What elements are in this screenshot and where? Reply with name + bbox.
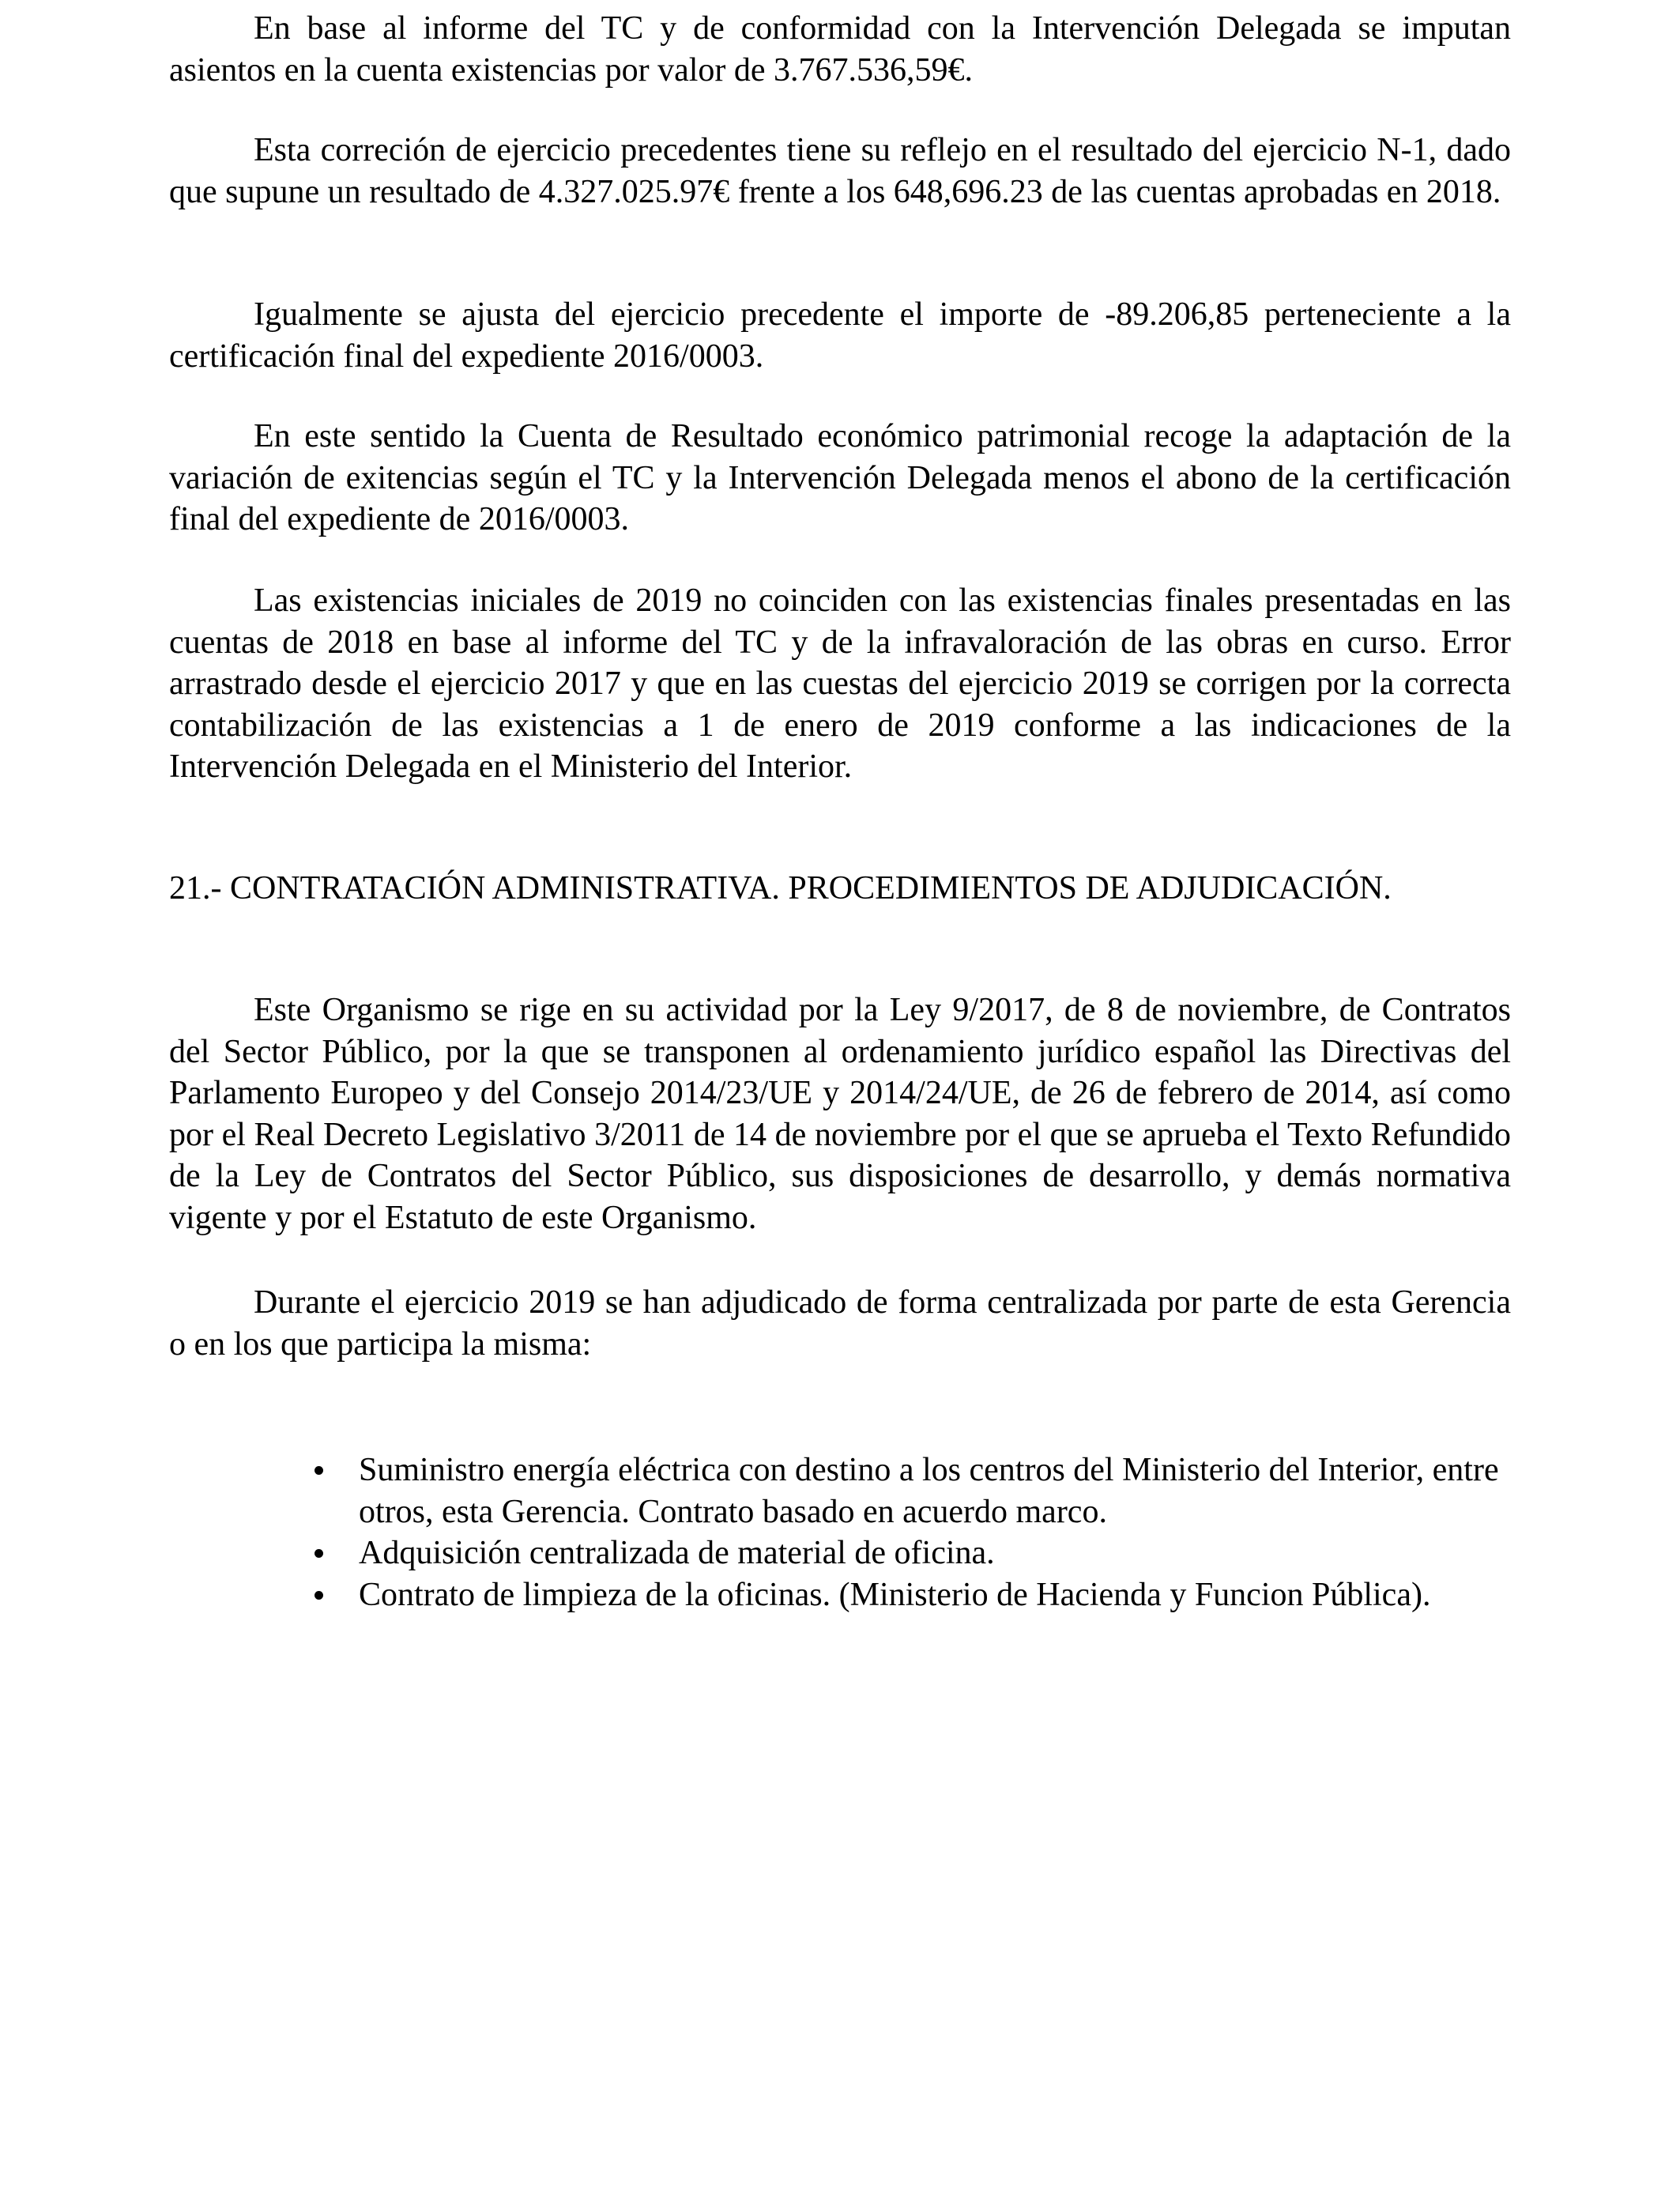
list-item-text: Contrato de limpieza de la oficinas. (Ministerio de Hacienda y Funcion Pública). (359, 1576, 1431, 1613)
list-item (169, 1574, 1511, 1616)
paragraph-adjudicaciones-intro: Durante el ejercicio 2019 se han adjudicado de forma centralizada por parte de esta Gerencia o en los que participa la misma: (169, 1284, 1511, 1363)
paragraph-ajuste-importe: Igualmente se ajusta del ejercicio precedente el importe de -89.206,85 perteneciente a la certificación final del expediente 2016/0003. (169, 296, 1511, 375)
list-item (169, 1449, 1511, 1532)
paragraph-normativa: Este Organismo se rige en su actividad por la Ley 9/2017, de 8 de noviembre, de Contratos del Sector Público, por la que se transponen al ordenamiento jurídico español las Directivas del Parlamento Europeo y del Consejo 2014/23/UE y 2014/24/UE, de 26 de febrero de 2014, así como por el Real Decreto Legislativo 3/2011 de 14 de noviembre por el que se aprueba el Texto Refundido de la Ley de Contratos del Sector Público, sus disposiciones de desarrollo, y demás normativa vigente y por el Estatuto de este Organismo. (169, 992, 1511, 1236)
list-item-text: Adquisición centralizada de material de oficina. (359, 1535, 995, 1571)
list-item (169, 1532, 1511, 1574)
paragraph-correccion-ejercicio: Esta correción de ejercicio precedentes tiene su reflejo en el resultado del ejercicio N-1, dado que supune un resultado de 4.327.025.97€ frente a los 648,696.23 de las cuentas aprobadas en 2018. (169, 132, 1511, 210)
section-heading: 21.- CONTRATACIÓN ADMINISTRATIVA. PROCEDIMIENTOS DE ADJUDICACIÓN. (169, 870, 1392, 907)
bullet-icon (315, 1466, 323, 1475)
bullet-list (169, 1449, 1511, 1615)
paragraph-existencias-imputacion: En base al informe del TC y de conformidad con la Intervención Delegada se imputan asientos en la cuenta existencias por valor de 3.767.536,59€. (169, 10, 1511, 89)
bullet-icon (315, 1549, 323, 1558)
paragraph-cuenta-resultado: En este sentido la Cuenta de Resultado económico patrimonial recoge la adaptación de la variación de exitencias según el TC y la Intervención Delegada menos el abono de la certificación final del expediente de 2016/0003. (169, 418, 1511, 537)
bullet-icon (315, 1591, 323, 1600)
list-item-text: Suministro energía eléctrica con destino a los centros del Ministerio del Interior, entre otros, esta Gerencia. Contrato basado en acuerdo marco. (359, 1452, 1499, 1530)
paragraph-existencias-iniciales: Las existencias iniciales de 2019 no coinciden con las existencias finales presentadas en las cuentas de 2018 en base al informe del TC y de la infravaloración de las obras en curso. Error arrastrado desde el ejercicio 2017 y que en las cuestas del ejercicio 2019 se corrigen por la correcta contabilización de las existencias a 1 de enero de 2019 conforme a las indicaciones de la Intervención Delegada en el Ministerio del Interior. (169, 582, 1511, 785)
